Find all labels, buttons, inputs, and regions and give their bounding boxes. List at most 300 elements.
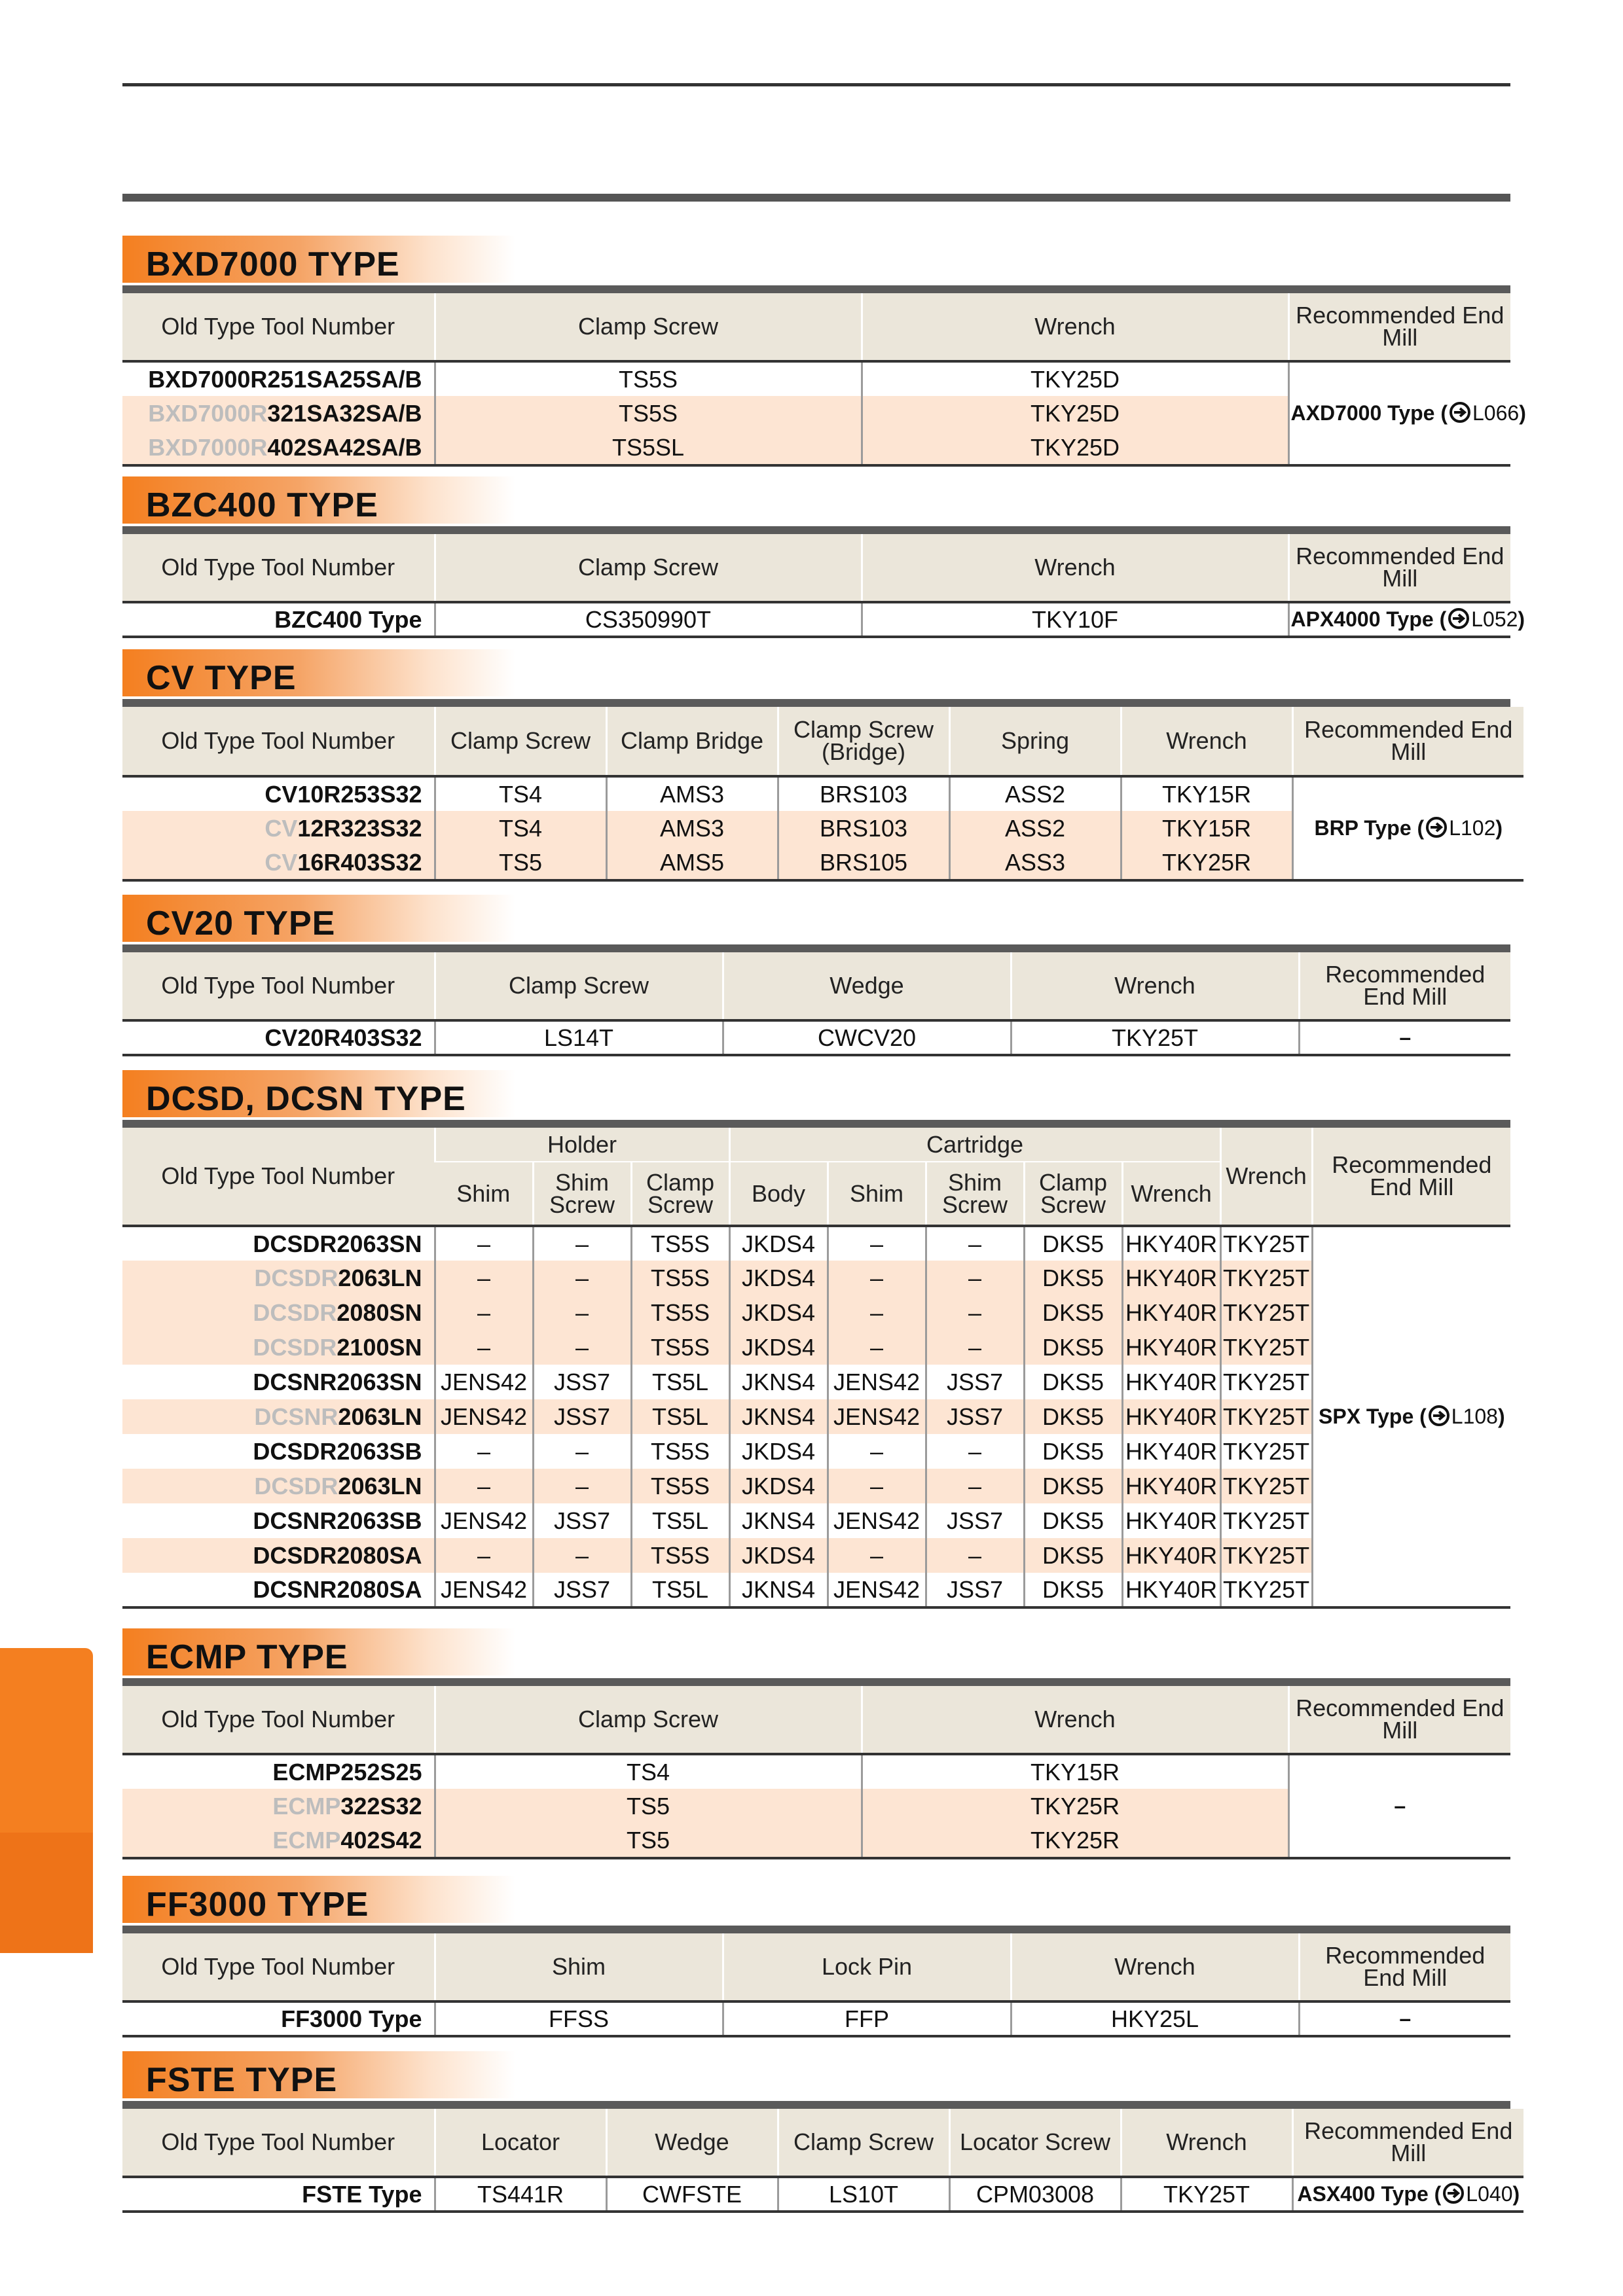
tool-number: 2063LN [338,1264,422,1291]
column-header: Lock Pin [723,1933,1011,2001]
part-cell: HKY40R [1122,1434,1220,1469]
column-header: Recommended End Mill [1292,2109,1523,2177]
section-title: BZC400 TYPE [146,486,378,524]
parts-table [122,534,1525,638]
page-reference-icon [1449,401,1471,423]
recommended-page-ref[interactable]: L052 [1471,607,1518,631]
column-header: Wrench [1121,707,1292,776]
tool-number-cell [122,1226,435,1261]
section-title: FF3000 TYPE [146,1886,369,1924]
section-bar [122,285,1510,293]
column-header: Clamp Screw [435,707,606,776]
recommended-end-mill: SPX Type ( L108) [1312,1226,1510,1607]
part-cell: FFSS [435,2001,723,2036]
part-cell: – [926,1469,1024,1503]
column-header: Recommended End Mill [1299,952,1510,1020]
part-cell: JKDS4 [729,1261,828,1295]
part-cell: JENS42 [435,1365,533,1399]
part-cell: TKY25T [1220,1399,1312,1434]
column-header: Wrench [1121,2109,1292,2177]
part-cell: JENS42 [435,1573,533,1607]
tool-number: 16R403S32 [297,848,422,876]
part-cell: – [926,1295,1024,1330]
part-cell: TS5L [631,1399,729,1434]
part-cell: DKS5 [1024,1503,1122,1538]
tool-number-cell [122,2001,435,2036]
recommended-type: BRP Type [1314,816,1412,840]
part-cell: TS5L [631,1573,729,1607]
tool-number-cell [122,1573,435,1607]
tool-number-cell [122,1754,435,1789]
part-cell: TKY25T [1220,1295,1312,1330]
column-header: Locator Screw [949,2109,1121,2177]
part-cell: TS5S [631,1295,729,1330]
column-header: Wrench [862,1686,1288,1754]
part-cell: JKNS4 [729,1503,828,1538]
column-header: Recommended End Mill [1288,293,1510,361]
part-cell: TS4 [435,1754,862,1789]
column-header: Old Type Tool Number [122,952,435,1020]
part-cell: TKY10F [862,602,1288,637]
section-bar [122,2101,1510,2109]
table-row [122,1573,1510,1607]
column-header: Shim [828,1162,926,1226]
part-cell: TKY25T [1220,1538,1312,1573]
part-cell: JENS42 [435,1503,533,1538]
part-cell: TS5S [631,1226,729,1261]
part-cell: – [533,1295,631,1330]
section-bar [122,699,1510,707]
column-header: Wrench [1220,1128,1312,1226]
parts-table [122,1686,1510,1859]
tool-number-cell [122,1365,435,1399]
part-cell: DKS5 [1024,1469,1122,1503]
part-cell: – [533,1226,631,1261]
tool-number-prefix: CV [264,814,298,842]
column-header: Clamp Bridge [606,707,778,776]
part-cell: JKNS4 [729,1365,828,1399]
part-cell: TKY25T [1011,1020,1299,1055]
section-bar [122,1120,1510,1128]
part-cell: DKS5 [1024,1330,1122,1365]
tool-number-prefix: DCSDR [253,1299,337,1326]
tool-number-cell [122,776,435,811]
parts-table [122,2109,1523,2213]
section-dcsd [122,1070,1510,1609]
tool-number-cell [122,1261,435,1295]
part-cell: ASS2 [949,811,1121,846]
part-cell: DKS5 [1024,1261,1122,1295]
part-cell: TKY25T [1220,1330,1312,1365]
part-cell: JKNS4 [729,1399,828,1434]
table-row [122,1754,1510,1789]
column-header: Locator [435,2109,606,2177]
tool-number-prefix: CV [264,848,298,876]
part-cell: – [828,1295,926,1330]
part-cell: DKS5 [1024,1434,1122,1469]
part-cell: AMS3 [606,811,778,846]
part-cell: DKS5 [1024,1295,1122,1330]
column-header: Wrench [1011,952,1299,1020]
part-cell: CPM03008 [949,2177,1121,2212]
tool-number-cell [122,1020,435,1055]
part-cell: JSS7 [533,1365,631,1399]
tool-number: 402SA42SA/B [267,433,422,461]
column-header: Old Type Tool Number [122,1686,435,1754]
column-header: Old Type Tool Number [122,1128,435,1226]
section-title: ECMP TYPE [146,1638,348,1676]
part-cell: – [533,1330,631,1365]
part-cell: – [828,1469,926,1503]
section-ff3000 [122,1876,1510,2037]
table-row [122,1226,1510,1261]
parts-table [122,1128,1510,1609]
part-cell: TKY15R [1121,811,1292,846]
part-cell: HKY40R [1122,1295,1220,1330]
column-header: Clamp Screw [435,952,723,1020]
section-bar [122,526,1510,534]
section-title-band [122,476,515,524]
part-cell: LS10T [778,2177,949,2212]
parts-table [122,293,1526,467]
column-header: Old Type Tool Number [122,1933,435,2001]
part-cell: HKY40R [1122,1399,1220,1434]
table-row [122,1399,1510,1434]
column-header: Wedge [606,2109,778,2177]
tool-number: DCSNR2080SA [253,1575,422,1603]
recommended-page-ref[interactable]: L102 [1449,816,1496,840]
table-row [122,1261,1510,1295]
part-cell: TS5L [631,1503,729,1538]
part-cell: BRS105 [778,846,949,880]
part-cell: – [926,1330,1024,1365]
tool-number: 321SA32SA/B [267,399,422,427]
part-cell: JKNS4 [729,1573,828,1607]
tool-number-prefix: ECMP [272,1826,341,1854]
part-cell: CS350990T [435,602,862,637]
recommended-page-ref[interactable]: L108 [1451,1405,1498,1428]
recommended-end-mill: AXD7000 Type ( L066) [1288,361,1510,465]
section-title-band [122,1070,515,1117]
recommended-end-mill: APX4000 Type ( L052) [1288,602,1510,637]
table-row [122,1469,1510,1503]
part-cell: DKS5 [1024,1538,1122,1573]
part-cell: CWFSTE [606,2177,778,2212]
part-cell: – [435,1538,533,1573]
part-cell: TKY25T [1220,1365,1312,1399]
part-cell: – [828,1261,926,1295]
column-header: Recommended End Mill [1288,1686,1510,1754]
tool-number: 2063LN [338,1403,422,1430]
part-cell: – [926,1538,1024,1573]
parts-table [122,1933,1510,2037]
part-cell: TS5S [631,1434,729,1469]
part-cell: CWCV20 [723,1020,1011,1055]
table-row [122,602,1510,637]
part-cell: – [533,1469,631,1503]
part-cell: JKDS4 [729,1469,828,1503]
column-header: Shim Screw [926,1162,1024,1226]
section-title-band [122,1876,515,1923]
group-header-cartridge: Cartridge [729,1128,1220,1162]
part-cell: TKY25T [1220,1573,1312,1607]
part-cell: HKY40R [1122,1365,1220,1399]
page-reference-icon [1425,816,1448,838]
section-title-band [122,1628,515,1676]
part-cell: DKS5 [1024,1399,1122,1434]
parts-table [122,952,1510,1056]
part-cell: BRS103 [778,811,949,846]
column-header: Shim Screw [533,1162,631,1226]
part-cell: JSS7 [926,1399,1024,1434]
part-cell: TKY15R [862,1754,1288,1789]
tool-number-cell [122,1295,435,1330]
table-row [122,1020,1510,1055]
section-ecmp [122,1628,1510,1859]
part-cell: TS5S [435,396,862,431]
column-header: Clamp Screw [778,2109,949,2177]
table-row [122,1538,1510,1573]
part-cell: HKY40R [1122,1330,1220,1365]
part-cell: TKY25D [862,396,1288,431]
part-cell: ASS3 [949,846,1121,880]
page-reference-icon [1448,607,1470,630]
tool-number-cell [122,602,435,637]
section-title: BXD7000 TYPE [146,245,400,283]
tool-number-prefix: DCSNR [254,1403,338,1430]
page-reference-icon [1428,1405,1450,1427]
part-cell: TS441R [435,2177,606,2212]
tool-number-cell [122,1434,435,1469]
tool-number: 2100SN [337,1333,422,1361]
part-cell: TS4 [435,776,606,811]
column-header: Wedge [723,952,1011,1020]
part-cell: HKY40R [1122,1261,1220,1295]
part-cell: TKY15R [1121,776,1292,811]
section-title: CV20 TYPE [146,905,336,942]
part-cell: – [926,1226,1024,1261]
column-header: Clamp Screw (Bridge) [778,707,949,776]
header-divider [122,83,1510,86]
column-header: Recommended End Mill [1292,707,1523,776]
part-cell: JENS42 [828,1365,926,1399]
recommended-type: SPX Type [1319,1405,1414,1428]
part-cell: TKY25T [1220,1261,1312,1295]
part-cell: JKDS4 [729,1434,828,1469]
tool-number-cell [122,1399,435,1434]
part-cell: – [828,1538,926,1573]
part-cell: JENS42 [828,1573,926,1607]
part-cell: TS4 [435,811,606,846]
tool-number: 402S42 [340,1826,422,1854]
part-cell: TS5 [435,1823,862,1858]
section-title-band [122,2051,515,2098]
tool-number: ECMP252S25 [272,1758,422,1785]
part-cell: DKS5 [1024,1226,1122,1261]
recommended-type: ASX400 Type [1297,2182,1429,2206]
tool-number: 2063LN [338,1472,422,1499]
tool-number: BZC400 Type [274,605,422,633]
column-header: Clamp Screw [1024,1162,1122,1226]
section-bar [122,944,1510,952]
part-cell: DKS5 [1024,1573,1122,1607]
part-cell: TS5S [435,361,862,396]
part-cell: – [435,1295,533,1330]
part-cell: TKY25R [862,1823,1288,1858]
part-cell: TKY25R [1121,846,1292,880]
part-cell: TKY25T [1220,1226,1312,1261]
part-cell: JKDS4 [729,1330,828,1365]
part-cell: JSS7 [533,1573,631,1607]
recommended-none: – [1394,1794,1406,1818]
table-row [122,1295,1510,1330]
column-header: Shim [435,1933,723,2001]
tool-number: 322S32 [340,1792,422,1820]
part-cell: – [828,1226,926,1261]
table-row [122,1434,1510,1469]
table-row [122,1330,1510,1365]
column-header: Body [729,1162,828,1226]
part-cell: TS5S [631,1261,729,1295]
part-cell: AMS3 [606,776,778,811]
part-cell: TS5 [435,846,606,880]
recommended-page-ref[interactable]: L040 [1466,2182,1513,2206]
recommended-type: AXD7000 Type [1290,401,1435,425]
column-header: Wrench [1011,1933,1299,2001]
recommended-end-mill: BRP Type ( L102) [1292,776,1523,880]
column-header: Old Type Tool Number [122,2109,435,2177]
tool-number-prefix: BXD7000R [148,433,268,461]
tool-number-cell [122,1789,435,1823]
column-header: Old Type Tool Number [122,293,435,361]
group-header-holder: Holder [435,1128,729,1162]
section-title-band [122,649,515,696]
tool-number: CV10R253S32 [264,780,422,808]
table-row [122,1365,1510,1399]
tool-number: 2080SN [337,1299,422,1326]
part-cell: LS14T [435,1020,723,1055]
recommended-end-mill [1299,1020,1510,1055]
part-cell: – [828,1434,926,1469]
tool-number-cell [122,1823,435,1858]
part-cell: HKY40R [1122,1538,1220,1573]
part-cell: – [533,1434,631,1469]
part-cell: TKY25R [862,1789,1288,1823]
part-cell: TS5SL [435,431,862,465]
tool-number-prefix: DCSDR [254,1472,338,1499]
recommended-none: – [1399,2007,1412,2030]
part-cell: JENS42 [828,1503,926,1538]
section-cv [122,649,1513,882]
part-cell: FFP [723,2001,1011,2036]
column-header: Shim [435,1162,533,1226]
parts-table [122,707,1523,882]
section-title: FSTE TYPE [146,2061,338,2099]
section-fste [122,2051,1520,2213]
section-bar [122,1678,1510,1686]
part-cell: JSS7 [533,1399,631,1434]
part-cell: TS5S [631,1538,729,1573]
part-cell: HKY40R [1122,1226,1220,1261]
part-cell: TS5S [631,1469,729,1503]
section-title: CV TYPE [146,659,297,697]
tool-number-cell [122,846,435,880]
part-cell: – [828,1330,926,1365]
column-header: Spring [949,707,1121,776]
section-title-band [122,236,515,283]
section-cv20 [122,895,1510,1056]
table-row [122,2001,1510,2036]
part-cell: HKY40R [1122,1503,1220,1538]
tool-number: BXD7000R251SA25SA/B [148,365,422,393]
column-header: Wrench [1122,1162,1220,1226]
tool-number: DCSNR2063SN [253,1368,422,1395]
tool-number-cell [122,1503,435,1538]
column-header: Clamp Screw [435,293,862,361]
column-header: Wrench [862,293,1288,361]
tool-number: DCSDR2063SN [253,1230,422,1257]
column-header: Recommended End Mill [1299,1933,1510,2001]
tool-number-prefix: ECMP [272,1792,341,1820]
tool-number-cell [122,361,435,396]
section-bar [122,1926,1510,1933]
recommended-end-mill [1299,2001,1510,2036]
table-row [122,361,1510,396]
column-header: Old Type Tool Number [122,707,435,776]
part-cell: – [435,1261,533,1295]
part-cell: – [435,1434,533,1469]
tool-number-cell [122,2177,435,2212]
page-reference-icon [1442,2182,1465,2204]
part-cell: AMS5 [606,846,778,880]
column-header: Old Type Tool Number [122,534,435,602]
part-cell: – [435,1330,533,1365]
section-title: DCSD, DCSN TYPE [146,1080,466,1118]
part-cell: DKS5 [1024,1365,1122,1399]
part-cell: HKY40R [1122,1469,1220,1503]
section-bxd7000 [122,236,1526,467]
tool-number: DCSNR2063SB [253,1507,422,1534]
part-cell: TKY25T [1121,2177,1292,2212]
table-row [122,1503,1510,1538]
column-header: Recommended End Mill [1312,1128,1510,1226]
part-cell: TS5 [435,1789,862,1823]
part-cell: – [926,1261,1024,1295]
column-header: Clamp Screw [435,534,862,602]
tool-number-cell [122,396,435,431]
part-cell: TKY25D [862,431,1288,465]
tool-number-cell [122,1330,435,1365]
part-cell: JSS7 [533,1503,631,1538]
recommended-page-ref[interactable]: L066 [1472,401,1520,425]
tool-number-cell [122,431,435,465]
tool-number-prefix: DCSDR [253,1333,337,1361]
part-cell: TKY25T [1220,1434,1312,1469]
section-title-band [122,895,515,942]
recommended-type: APX4000 Type [1290,607,1434,631]
part-cell: TKY25T [1220,1469,1312,1503]
tool-number: CV20R403S32 [264,1024,422,1051]
tool-number-cell [122,1469,435,1503]
tool-number: DCSDR2080SA [253,1541,422,1569]
part-cell: JKDS4 [729,1226,828,1261]
tool-number-cell [122,811,435,846]
part-cell: JSS7 [926,1503,1024,1538]
tool-number: DCSDR2063SB [253,1437,422,1465]
column-header: Recommended End Mill [1288,534,1510,602]
title-rule [122,194,1510,202]
recommended-end-mill: ASX400 Type ( L040) [1292,2177,1523,2212]
